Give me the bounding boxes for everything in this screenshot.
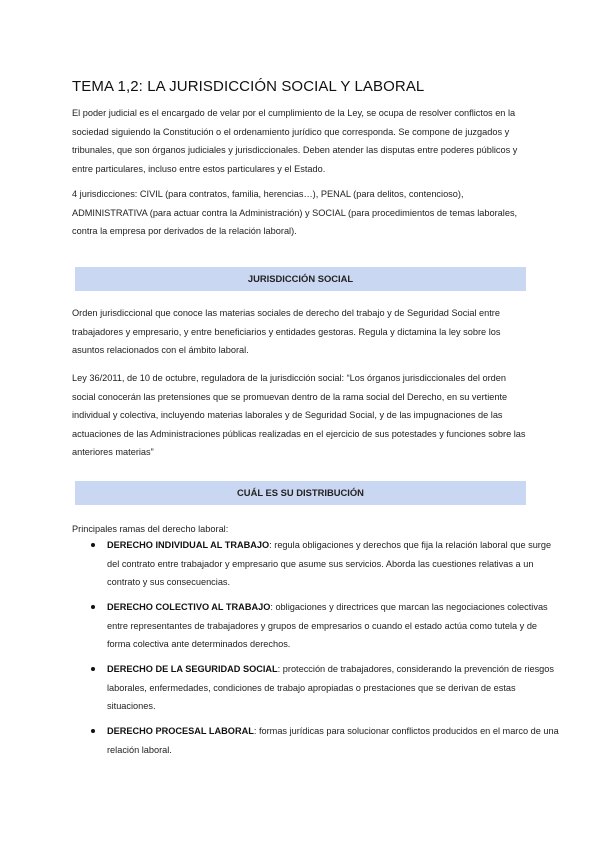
list-item	[72, 660, 563, 716]
section-heading-jurisdiccion-social: JURISDICCIÓN SOCIAL	[75, 267, 526, 291]
page-title: TEMA 1,2: LA JURISDICCIÓN SOCIAL Y LABORAL	[72, 78, 425, 95]
list-item-term: DERECHO DE LA SEGURIDAD SOCIAL	[107, 664, 278, 674]
section-heading-distribucion: CUÁL ES SU DISTRIBUCIÓN	[75, 481, 526, 505]
intro-paragraph-2: 4 jurisdicciones: CIVIL (para contratos, familia, herencias…), PENAL (para delitos, contencioso), ADMINISTRATIVA (para actuar contra la Administración) y SOCIAL (para procedimientos de temas laborales, contra la empresa por derivados de la relación laboral).	[72, 189, 518, 236]
bullet-icon	[91, 605, 95, 609]
list-item-text: : regula obligaciones y derechos que fija la relación laboral que surge del contrato entre trabajador y empresario que asume sus servicios. Aborda las cuestiones relativas a un contrato y sus consecuencias.	[107, 540, 552, 587]
intro-paragraph-1: El poder judicial es el encargado de velar por el cumplimiento de la Ley, se ocupa de resolver conflictos en la sociedad siguiendo la Constitución o el ordenamiento jurídico que corresponda. Se compone de juzgados y tribunales, que son órganos judiciales y jurisdiccionales. Deben atender las disputas entre poderes públicos y entre particulares, incluso entre estos particulares y el Estado.	[72, 108, 518, 174]
section2-lead: Principales ramas del derecho laboral:	[72, 524, 229, 534]
bullet-icon	[91, 667, 95, 671]
list-item-term: DERECHO PROCESAL LABORAL	[107, 726, 254, 736]
list-item-term: DERECHO INDIVIDUAL AL TRABAJO	[107, 540, 270, 550]
section1-paragraph-2: Ley 36/2011, de 10 de octubre, reguladora de la jurisdicción social: “Los órganos jurisdiccionales del orden social conocerán las pretensiones que se promuevan dentro de la rama social del Derecho, en su vertiente individual y colectiva, incluyendo materias laborales y de Seguridad Social, y de las impugnaciones de las actuaciones de las Administraciones públicas realizadas en el ejercicio de sus potestades y funciones sobre las anteriores materias”	[72, 373, 526, 457]
section1-paragraph-1: Orden jurisdiccional que conoce las materias sociales de derecho del trabajo y de Seguridad Social entre trabajadores y empresario, y entre beneficiarios y entidades gestoras. Regula y dictamina la ley sobre los asuntos relacionados con el ámbito laboral.	[72, 308, 501, 355]
list-item	[72, 598, 563, 654]
list-item	[72, 722, 563, 759]
list-item-text: : obligaciones y directrices que marcan las negociaciones colectivas entre representantes de trabajadores y grupos de empresarios o cuando el estado actúa como tutela y de forma colectiva ante determinados derechos.	[107, 602, 548, 649]
bullet-icon	[91, 543, 95, 547]
list-item-term: DERECHO COLECTIVO AL TRABAJO	[107, 602, 271, 612]
list-item-text: : formas jurídicas para solucionar conflictos producidos en el marco de una relación laboral.	[107, 726, 559, 755]
list-item-text: : protección de trabajadores, considerando la prevención de riesgos laborales, enfermedades, condiciones de trabajo apropiadas o prestaciones que se derivan de estas situaciones.	[107, 664, 554, 711]
bullet-icon	[91, 729, 95, 733]
list-item	[72, 536, 563, 592]
